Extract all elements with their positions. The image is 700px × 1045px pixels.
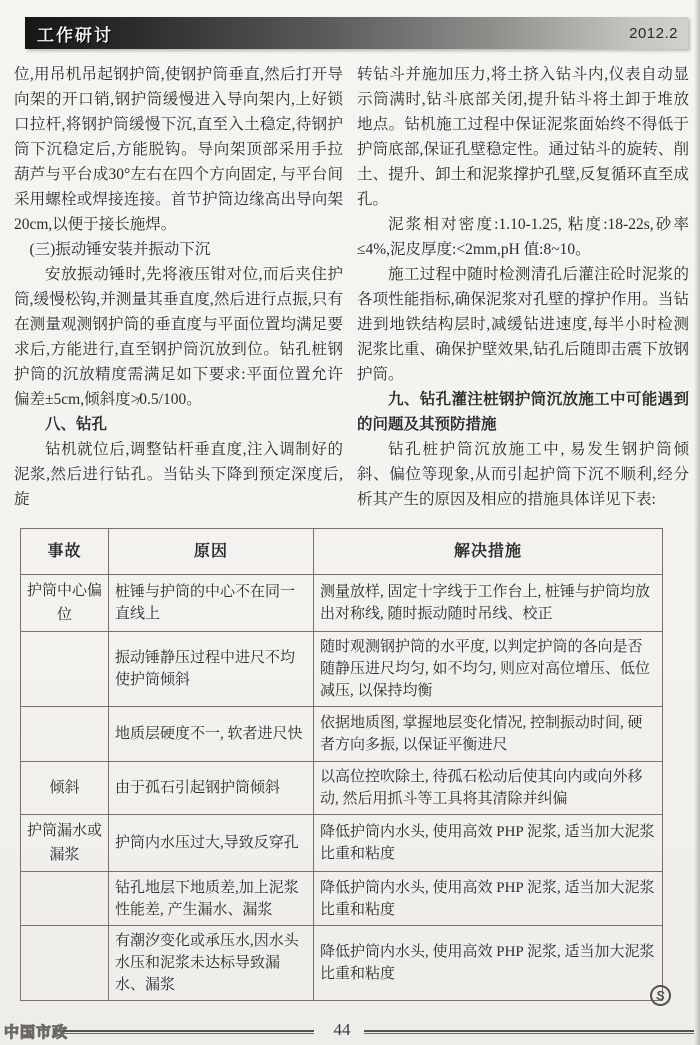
table-row bbox=[21, 815, 663, 872]
table-cell-accident bbox=[21, 872, 109, 926]
table-cell-accident bbox=[21, 632, 109, 707]
table-cell-accident bbox=[21, 926, 109, 1001]
table-cell-solution: 随时观测钢护筒的水平度, 以判定护筒的各向是否随静压进尺均匀, 如不均匀, 则应对高位增压、低位减压, 以保持均衡 bbox=[314, 632, 663, 707]
footer-rule-right bbox=[364, 1030, 694, 1034]
table-cell-cause: 由于孤石引起钢护筒倾斜 bbox=[109, 762, 314, 815]
table-header-accident: 事故 bbox=[21, 529, 109, 575]
table-cell-solution: 降低护筒内水头, 使用高效 PHP 泥浆, 适当加大泥浆比重和粘度 bbox=[314, 872, 663, 926]
table-cell-cause: 振动锤静压过程中进尺不均使护筒倾斜 bbox=[109, 632, 314, 707]
section-heading: 九、钻孔灌注桩钢护筒沉放施工中可能遇到的问题及其预防措施 bbox=[357, 391, 689, 433]
header-bar bbox=[25, 17, 688, 49]
table-row bbox=[21, 707, 663, 762]
page-number: 44 bbox=[333, 1020, 351, 1039]
paragraph: 转钻斗并施加压力,将土挤入钻斗内,仪表自动显示筒满时,钻斗底部关闭,提升钻斗将土卸于堆放地点。钻机施工过程中保证泥浆面始终不得低于护筒底部,保证孔壁稳定性。通过钻斗的旋转、削土、提升、卸土和泥浆撑护孔壁,反复循环直至成孔。 bbox=[357, 66, 689, 208]
table-cell-accident: 倾斜 bbox=[21, 762, 109, 815]
table-cell-solution: 降低护筒内水头, 使用高效 PHP 泥浆, 适当加大泥浆比重和粘度 bbox=[314, 815, 663, 872]
table-cell-cause: 桩锤与护筒的中心不在同一直线上 bbox=[109, 575, 314, 632]
paragraph: 位,用吊机吊起钢护筒,使钢护筒垂直,然后打开导向架的开口销,钢护筒缓慢进入导向架内,上好锁口拉杆,将钢护筒缓慢下沉,直至入土稳定,待钢护筒下沉稳定后,方能脱钩。导向架顶部采用手拉葫芦与平台成30°左右在四个方向固定, 与平台间采用螺栓或焊接连接。首节护筒边缘高出导向架20cm,以便于接长施焊。 bbox=[14, 66, 343, 233]
table-cell-cause: 钻孔地层下地质差,加上泥浆性能差, 产生漏水、漏浆 bbox=[109, 872, 314, 926]
table-cell-accident bbox=[21, 707, 109, 762]
table-cell-cause: 有潮汐变化或承压水,因水头水压和泥浆未达标导致漏水、漏浆 bbox=[109, 926, 314, 1001]
paragraph: 泥浆相对密度:1.10-1.25, 粘度:18-22s,砂率≤4%,泥皮厚度:<2mm,pH 值:8~10。 bbox=[357, 216, 689, 258]
table-header-solution: 解决措施 bbox=[314, 529, 663, 575]
section-heading: 八、钻孔 bbox=[45, 416, 108, 433]
end-of-article-icon: S bbox=[649, 984, 673, 1008]
table-header-row bbox=[21, 529, 663, 575]
issue-number: 2012.2 bbox=[629, 24, 678, 42]
journal-logo: 中国市政 bbox=[4, 1024, 69, 1041]
table-cell-solution: 测量放样, 固定十字线于工作台上, 桩锤与护筒均放出对称线, 随时振动随时吊线、校正 bbox=[314, 575, 663, 632]
table-row bbox=[21, 762, 663, 815]
paragraph: 钻孔桩护筒沉放施工中, 易发生钢护筒倾斜、偏位等现象,从而引起护筒下沉不顺利,经分析其产生的原因及相应的措施具体详见下表: bbox=[357, 441, 689, 508]
table-cell-solution: 依据地质图, 掌握地层变化情况, 控制振动时间, 硬者方向多振, 以保证平衡进尺 bbox=[314, 707, 663, 762]
table-row bbox=[21, 632, 663, 707]
table-cell-cause: 地质层硬度不一, 软者进尺快 bbox=[109, 707, 314, 762]
paragraph: 施工过程中随时检测清孔后灌注砼时泥浆的各项性能指标,确保泥浆对孔壁的撑护作用。当钻进到地铁结构层时,减缓钻进速度,每半小时检测泥浆比重、确保护壁效果,钻孔后随即击震下放钢护筒。 bbox=[357, 266, 689, 383]
table-row bbox=[21, 926, 663, 1001]
paragraph: 安放振动锤时,先将液压钳对位,而后夹住护筒,缓慢松钩,并测量其垂直度,然后进行点振,只有在测量观测钢护筒的垂直度与平面位置均满足要求后,方能进行,直至钢护筒沉放到位。钻孔桩钢护筒的沉放精度需满足如下要求:平面位置允许偏差±5cm,倾斜度≯0.5/100。 bbox=[14, 266, 343, 408]
table-cell-solution: 降低护筒内水头, 使用高效 PHP 泥浆, 适当加大泥浆比重和粘度 bbox=[314, 926, 663, 1001]
footer-rule-left bbox=[62, 1030, 314, 1034]
table-header-cause: 原因 bbox=[109, 529, 314, 575]
problems-table bbox=[20, 528, 663, 1001]
table-cell-accident: 护筒漏水或漏浆 bbox=[21, 815, 109, 872]
section-title: 工作研讨 bbox=[37, 25, 113, 45]
subsection-heading: (三)振动锤安装并振动下沉 bbox=[29, 241, 211, 258]
table-cell-solution: 以高位控吹除土, 待孤石松动后使其向内或向外移动, 然后用抓斗等工具将其清除并纠偏 bbox=[314, 762, 663, 815]
table-row bbox=[21, 872, 663, 926]
left-column bbox=[14, 62, 343, 512]
right-column bbox=[357, 62, 689, 512]
paragraph: 钻机就位后,调整钻杆垂直度,注入调制好的泥浆,然后进行钻孔。当钻头下降到预定深度后,旋 bbox=[14, 441, 343, 508]
table-cell-cause: 护筒内水压过大,导致反穿孔 bbox=[109, 815, 314, 872]
table-cell-accident: 护筒中心偏位 bbox=[21, 575, 109, 632]
table-row bbox=[21, 575, 663, 632]
